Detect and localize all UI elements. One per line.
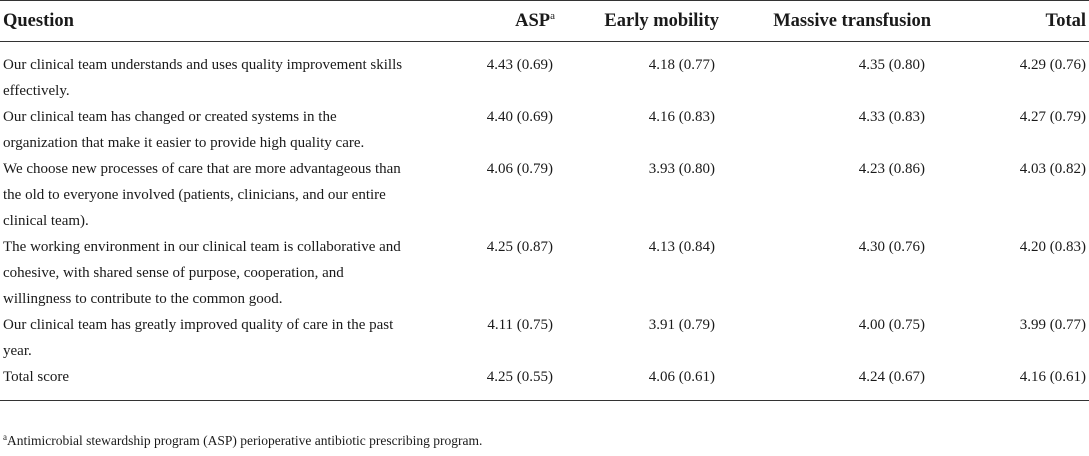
row-total-value: 4.20 (0.83) bbox=[1019, 239, 1086, 255]
header-total: Total bbox=[933, 1, 1089, 42]
row-total-value: 3.99 (0.77) bbox=[1019, 317, 1086, 333]
row-total-value: 4.03 (0.82) bbox=[1019, 161, 1086, 177]
row-asp-value: 4.25 (0.87) bbox=[486, 239, 553, 255]
footnote-text: Antimicrobial stewardship program (ASP) perioperative antibiotic prescribing program. bbox=[7, 433, 483, 448]
footnote-marker: a bbox=[3, 432, 7, 442]
header-question: Question bbox=[0, 1, 415, 42]
row-early-mobility-value: 3.93 (0.80) bbox=[648, 161, 715, 177]
row-early-mobility-value: 4.18 (0.77) bbox=[648, 57, 715, 73]
row-early-mobility-value: 4.16 (0.83) bbox=[648, 109, 715, 125]
row-total-value: 4.27 (0.79) bbox=[1019, 109, 1086, 125]
table-row bbox=[0, 312, 1089, 364]
table-footnote bbox=[3, 432, 482, 450]
row-question: Total score bbox=[0, 364, 415, 401]
row-asp-value: 4.11 (0.75) bbox=[487, 317, 553, 333]
row-asp-value: 4.40 (0.69) bbox=[486, 109, 553, 125]
row-asp-value: 4.06 (0.79) bbox=[486, 161, 553, 177]
table-row bbox=[0, 234, 1089, 312]
header-massive-transfusion: Massive transfusion bbox=[723, 1, 933, 42]
row-early-mobility-value: 4.13 (0.84) bbox=[648, 239, 715, 255]
table-row bbox=[0, 104, 1089, 156]
table-row-total-score bbox=[0, 364, 1089, 401]
row-total-value: 4.29 (0.76) bbox=[1019, 57, 1086, 73]
row-question: Our clinical team understands and uses quality improvement skills effectively. bbox=[3, 57, 403, 99]
row-question: We choose new processes of care that are more advantageous than the old to everyone involved (patients, clinicians, and our entire clinical team). bbox=[3, 161, 401, 229]
table-body bbox=[0, 42, 1089, 401]
table-row bbox=[0, 42, 1089, 105]
row-early-mobility-value: 3.91 (0.79) bbox=[648, 317, 715, 333]
row-massive-transfusion-value: 4.35 (0.80) bbox=[858, 57, 925, 73]
row-asp-value: 4.43 (0.69) bbox=[486, 57, 553, 73]
row-question: The working environment in our clinical team is collaborative and cohesive, with shared sense of purpose, cooperation, and willingness to contribute to the common good. bbox=[3, 239, 401, 307]
row-question: Our clinical team has greatly improved quality of care in the past year. bbox=[3, 317, 394, 359]
table-header bbox=[0, 1, 1089, 42]
header-row bbox=[0, 1, 1089, 42]
row-massive-transfusion-value: 4.30 (0.76) bbox=[858, 239, 925, 255]
row-massive-transfusion-value: 4.23 (0.86) bbox=[858, 161, 925, 177]
row-question: Our clinical team has changed or created systems in the organization that make it easier to provide high quality care. bbox=[3, 109, 365, 151]
row-early-mobility-value: 4.06 (0.61) bbox=[563, 364, 723, 401]
row-massive-transfusion-value: 4.24 (0.67) bbox=[723, 364, 933, 401]
row-massive-transfusion-value: 4.33 (0.83) bbox=[858, 109, 925, 125]
row-massive-transfusion-value: 4.00 (0.75) bbox=[858, 317, 925, 333]
table-row bbox=[0, 156, 1089, 234]
header-early-mobility: Early mobility bbox=[563, 1, 723, 42]
row-asp-value: 4.25 (0.55) bbox=[415, 364, 563, 401]
header-asp-label: ASP bbox=[515, 11, 551, 31]
header-asp-footnote-marker: a bbox=[550, 10, 555, 22]
header-asp bbox=[415, 1, 563, 42]
row-total-value: 4.16 (0.61) bbox=[933, 364, 1089, 401]
